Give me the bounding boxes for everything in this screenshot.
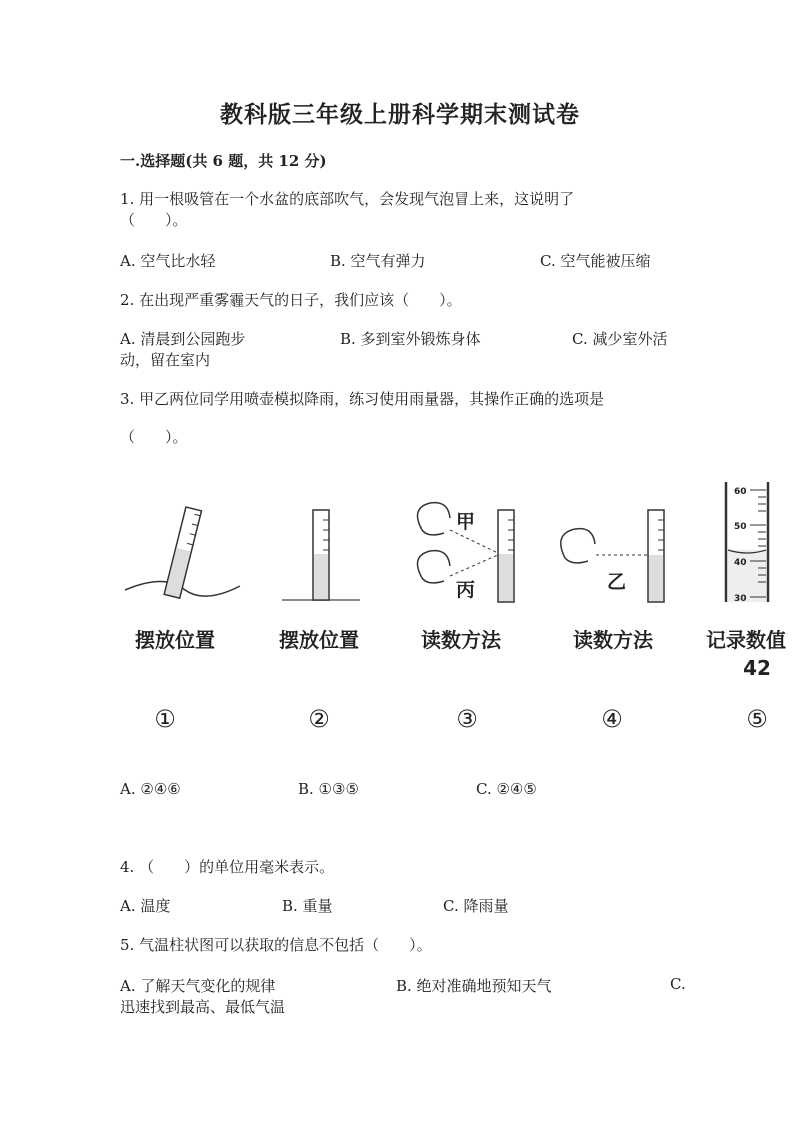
question-1-option-a: A. 空气比水轻 xyxy=(120,252,216,270)
question-5-option-c-wrap: 迅速找到最高、最低气温 xyxy=(120,998,286,1016)
question-4-option-a: A. 温度 xyxy=(120,897,171,915)
question-3-blank: （ ）。 xyxy=(120,428,188,446)
question-2-option-c: C. 减少室外活 xyxy=(572,330,668,348)
question-5-option-b: B. 绝对准确地预知天气 xyxy=(396,977,552,995)
figure-number-4: ④ xyxy=(601,705,623,733)
question-3-option-b: B. ①③⑤ xyxy=(298,780,359,798)
question-1-option-b: B. 空气有弹力 xyxy=(330,252,426,270)
section-heading: 一.选择题(共 6 题，共 12 分) xyxy=(120,152,327,170)
upright-gauge-drawing xyxy=(282,510,360,600)
scale-closeup-drawing xyxy=(726,482,768,604)
question-3-text: 3. 甲乙两位同学用喷壶模拟降雨，练习使用雨量器，其操作正确的选项是 xyxy=(120,390,605,408)
figure-number-3: ③ xyxy=(456,705,478,733)
figure-label-1: 摆放位置 xyxy=(135,628,215,652)
question-5-text: 5. 气温柱状图可以获取的信息不包括（ ）。 xyxy=(120,936,432,954)
page-title: 教科版三年级上册科学期末测试卷 xyxy=(220,101,580,128)
tilted-gauge-drawing xyxy=(125,507,240,598)
figure-number-2: ② xyxy=(308,705,330,733)
question-3-option-c: C. ②④⑤ xyxy=(476,780,537,798)
question-2-option-b: B. 多到室外锻炼身体 xyxy=(340,330,481,348)
question-2-text: 2. 在出现严重雾霾天气的日子，我们应该（ ）。 xyxy=(120,291,462,309)
scale-tick-40: 40 xyxy=(734,558,747,568)
question-1-option-c: C. 空气能被压缩 xyxy=(540,252,651,270)
reading-method-3-drawing xyxy=(418,503,515,602)
scale-tick-30: 30 xyxy=(734,594,747,604)
figure-label-4: 读数方法 xyxy=(573,628,653,652)
figure-label-2: 摆放位置 xyxy=(279,628,359,652)
question-5-option-a: A. 了解天气变化的规律 xyxy=(120,977,276,995)
question-3-option-a: A. ②④⑥ xyxy=(120,780,181,798)
person-bing-label: 丙 xyxy=(456,579,476,601)
record-value: 42 xyxy=(743,656,771,680)
figure-number-5: ⑤ xyxy=(746,705,768,733)
question-1-text: 1. 用一根吸管在一个水盆的底部吹气，会发现气泡冒上来，这说明了 xyxy=(120,190,575,208)
question-4-option-c: C. 降雨量 xyxy=(443,897,509,915)
scale-tick-50: 50 xyxy=(734,522,747,532)
person-jia-label: 甲 xyxy=(456,511,476,533)
figure-label-3: 读数方法 xyxy=(421,628,501,652)
question-1-blank: （ ）。 xyxy=(120,211,188,229)
question-2-option-a: A. 清晨到公园跑步 xyxy=(120,330,246,348)
question-2-option-c-wrap: 动，留在室内 xyxy=(120,351,211,369)
question-5-option-c: C. xyxy=(670,975,686,993)
question-4-text: 4. （ ）的单位用毫米表示。 xyxy=(120,858,335,876)
person-yi-label: 乙 xyxy=(607,571,627,593)
scale-tick-60: 60 xyxy=(734,487,747,497)
reading-method-4-drawing xyxy=(561,510,664,602)
figure-label-5: 记录数值 xyxy=(706,628,786,652)
rain-gauge-figure xyxy=(110,478,800,618)
question-4-option-b: B. 重量 xyxy=(282,897,333,915)
figure-number-1: ① xyxy=(154,705,176,733)
